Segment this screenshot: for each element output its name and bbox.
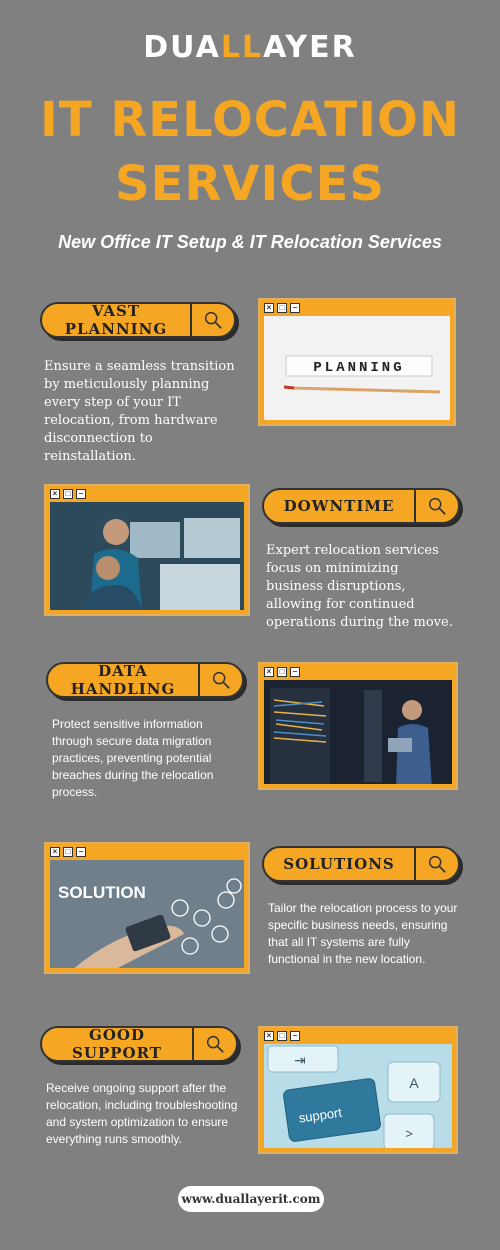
search-icon[interactable] — [190, 304, 234, 336]
page-title — [0, 88, 500, 216]
planning-word: PLANNING — [313, 360, 405, 376]
key-a-label: A — [409, 1075, 419, 1091]
technicians-image — [50, 502, 244, 610]
image-window-solutions — [44, 842, 250, 974]
planning-image — [264, 316, 450, 420]
key-gt-label: > — [405, 1126, 413, 1141]
section-description: Tailor the relocation process to your specific business needs, ensuring that all IT systems are fully functional in the new location. — [268, 901, 458, 966]
title-line-1: IT RELOCATION — [40, 92, 460, 148]
logo-part-mid: LL — [220, 30, 264, 65]
search-icon[interactable] — [192, 1028, 236, 1060]
minimize-icon[interactable]: – — [290, 667, 300, 677]
image-window-planning — [258, 298, 456, 426]
section-data-handling — [0, 660, 500, 830]
minimize-icon[interactable]: – — [290, 1031, 300, 1041]
minimize-icon[interactable]: – — [76, 489, 86, 499]
window-controls — [260, 1028, 456, 1044]
heading-pill-downtime — [262, 488, 460, 524]
window-controls — [260, 664, 456, 680]
search-icon[interactable] — [414, 848, 458, 880]
section-description: Expert relocation services focus on minimizing business disruptions, allowing for continued operations during the move. — [266, 543, 453, 630]
svg-text:⇥: ⇥ — [294, 1052, 306, 1068]
section-description: Protect sensitive information through secure data migration practices, preventing potential breaches during the relocation process. — [52, 717, 214, 799]
minimize-icon[interactable]: – — [290, 303, 300, 313]
page-subtitle: New Office IT Setup & IT Relocation Services — [58, 232, 442, 252]
section-heading: DATA HANDLING — [70, 662, 176, 698]
maximize-icon[interactable]: □ — [63, 847, 73, 857]
section-heading: SOLUTIONS — [283, 855, 395, 873]
section-description: Receive ongoing support after the relocation, including troubleshooting and system optimization to ensure everything runs smoothly. — [46, 1081, 238, 1146]
logo-part-right: AYER — [263, 30, 357, 65]
website-link[interactable]: www.duallayerit.com — [178, 1186, 324, 1212]
section-downtime — [0, 484, 500, 654]
close-icon[interactable]: × — [264, 667, 274, 677]
search-icon[interactable] — [414, 490, 458, 522]
heading-pill-vast-planning — [40, 302, 236, 338]
logo-part-left: DUA — [143, 30, 221, 65]
solution-image — [50, 860, 244, 968]
heading-pill-solutions — [262, 846, 460, 882]
section-heading: GOOD SUPPORT — [72, 1026, 162, 1062]
section-solutions — [0, 842, 500, 1012]
maximize-icon[interactable]: □ — [277, 667, 287, 677]
minimize-icon[interactable]: – — [76, 847, 86, 857]
title-line-2: SERVICES — [115, 156, 385, 212]
image-window-data-handling — [258, 662, 458, 790]
server-room-image — [264, 680, 452, 784]
maximize-icon[interactable]: □ — [277, 303, 287, 313]
section-heading: VAST PLANNING — [64, 302, 168, 338]
image-window-downtime — [44, 484, 250, 616]
close-icon[interactable]: × — [50, 847, 60, 857]
maximize-icon[interactable]: □ — [277, 1031, 287, 1041]
solution-word: SOLUTION — [58, 883, 146, 902]
window-controls — [46, 844, 248, 860]
support-key-image — [264, 1044, 452, 1148]
close-icon[interactable]: × — [264, 1031, 274, 1041]
support-key-label: support — [297, 1104, 343, 1126]
section-vast-planning — [0, 298, 500, 468]
heading-pill-good-support — [40, 1026, 238, 1062]
close-icon[interactable]: × — [50, 489, 60, 499]
section-good-support — [0, 1024, 500, 1194]
search-icon[interactable] — [198, 664, 242, 696]
heading-pill-data-handling — [46, 662, 244, 698]
close-icon[interactable]: × — [264, 303, 274, 313]
image-window-good-support — [258, 1026, 458, 1154]
brand-logo — [0, 30, 500, 65]
section-heading: DOWNTIME — [283, 497, 395, 515]
window-controls — [46, 486, 248, 502]
window-controls — [260, 300, 454, 316]
section-description: Ensure a seamless transition by meticulously planning every step of your IT relocation, from hardware disconnection to reinstallation. — [44, 359, 235, 464]
maximize-icon[interactable]: □ — [63, 489, 73, 499]
